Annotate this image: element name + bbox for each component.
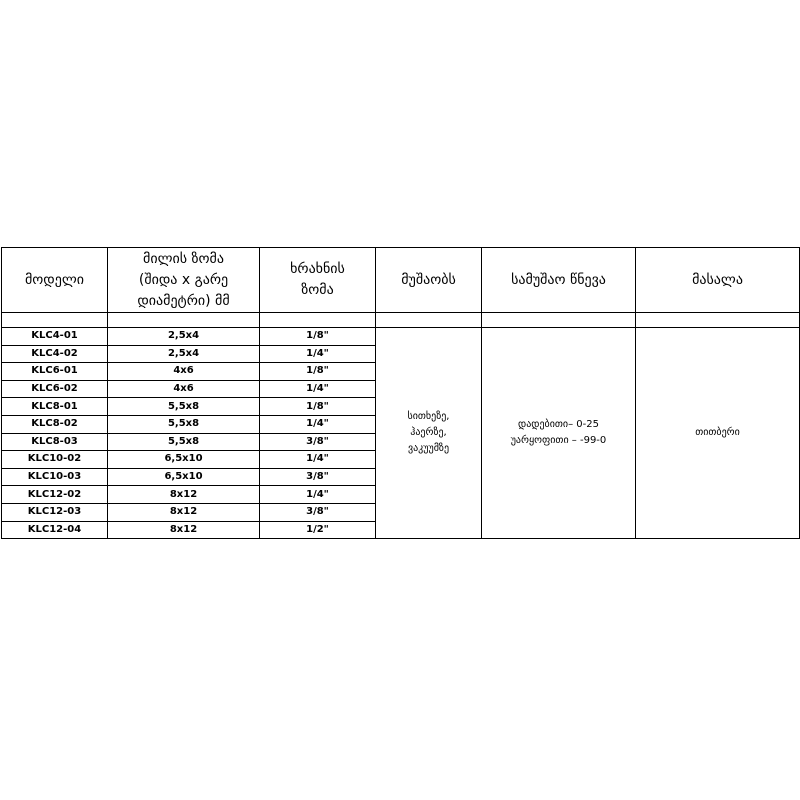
cell-thread-size: 3/8" bbox=[260, 468, 376, 486]
cell-model: KLC12-02 bbox=[2, 486, 108, 504]
cell-thread-size: 1/8" bbox=[260, 398, 376, 416]
cell-thread-size: 1/4" bbox=[260, 486, 376, 504]
cell-model: KLC6-01 bbox=[2, 363, 108, 381]
cell-thread-size: 1/4" bbox=[260, 451, 376, 469]
cell-model: KLC6-02 bbox=[2, 380, 108, 398]
cell-model: KLC8-02 bbox=[2, 415, 108, 433]
cell-tube-size: 5,5x8 bbox=[108, 433, 260, 451]
header-works-with: მუშაობს bbox=[376, 248, 482, 313]
cell-model: KLC12-04 bbox=[2, 521, 108, 539]
spacer-cell bbox=[636, 313, 800, 328]
cell-material: თითბერი bbox=[636, 328, 800, 539]
cell-model: KLC10-02 bbox=[2, 451, 108, 469]
cell-model: KLC8-01 bbox=[2, 398, 108, 416]
cell-thread-size: 1/4" bbox=[260, 415, 376, 433]
cell-tube-size: 6,5x10 bbox=[108, 451, 260, 469]
header-tube-size: მილის ზომა (შიდა x გარე დიამეტრი) მმ bbox=[108, 248, 260, 313]
cell-works-with bbox=[376, 328, 482, 539]
header-working-pressure: სამუშაო წნევა bbox=[482, 248, 636, 313]
cell-thread-size: 1/2" bbox=[260, 521, 376, 539]
cell-tube-size: 4x6 bbox=[108, 380, 260, 398]
pressure-negative: უარყოფითი – -99-0 bbox=[510, 435, 607, 447]
pressure-positive: დადებითი– 0-25 bbox=[518, 419, 599, 431]
spacer-cell bbox=[108, 313, 260, 328]
cell-tube-size: 6,5x10 bbox=[108, 468, 260, 486]
cell-model: KLC10-03 bbox=[2, 468, 108, 486]
works-with-text: სითხეზე, ჰაერზე, ვაკუუმზე bbox=[407, 411, 450, 455]
header-thread-size: ხრახნის ზომა bbox=[260, 248, 376, 313]
spacer-cell bbox=[482, 313, 636, 328]
cell-tube-size: 5,5x8 bbox=[108, 415, 260, 433]
cell-thread-size: 1/4" bbox=[260, 380, 376, 398]
cell-model: KLC8-03 bbox=[2, 433, 108, 451]
spacer-row bbox=[2, 313, 800, 328]
cell-thread-size: 3/8" bbox=[260, 503, 376, 521]
cell-thread-size: 1/4" bbox=[260, 345, 376, 363]
spacer-cell bbox=[260, 313, 376, 328]
spec-table bbox=[1, 247, 800, 539]
cell-tube-size: 5,5x8 bbox=[108, 398, 260, 416]
cell-working-pressure bbox=[482, 328, 636, 539]
header-model: მოდელი bbox=[2, 248, 108, 313]
cell-model: KLC4-02 bbox=[2, 345, 108, 363]
cell-thread-size: 1/8" bbox=[260, 363, 376, 381]
cell-thread-size: 3/8" bbox=[260, 433, 376, 451]
header-material: მასალა bbox=[636, 248, 800, 313]
cell-tube-size: 4x6 bbox=[108, 363, 260, 381]
cell-thread-size: 1/8" bbox=[260, 328, 376, 346]
cell-tube-size: 8x12 bbox=[108, 503, 260, 521]
spacer-cell bbox=[376, 313, 482, 328]
header-row bbox=[2, 248, 800, 313]
cell-tube-size: 8x12 bbox=[108, 521, 260, 539]
cell-tube-size: 8x12 bbox=[108, 486, 260, 504]
data-rows bbox=[2, 328, 800, 539]
cell-model: KLC12-03 bbox=[2, 503, 108, 521]
table-row bbox=[2, 328, 800, 346]
cell-tube-size: 2,5x4 bbox=[108, 345, 260, 363]
cell-tube-size: 2,5x4 bbox=[108, 328, 260, 346]
cell-model: KLC4-01 bbox=[2, 328, 108, 346]
spacer-cell bbox=[2, 313, 108, 328]
